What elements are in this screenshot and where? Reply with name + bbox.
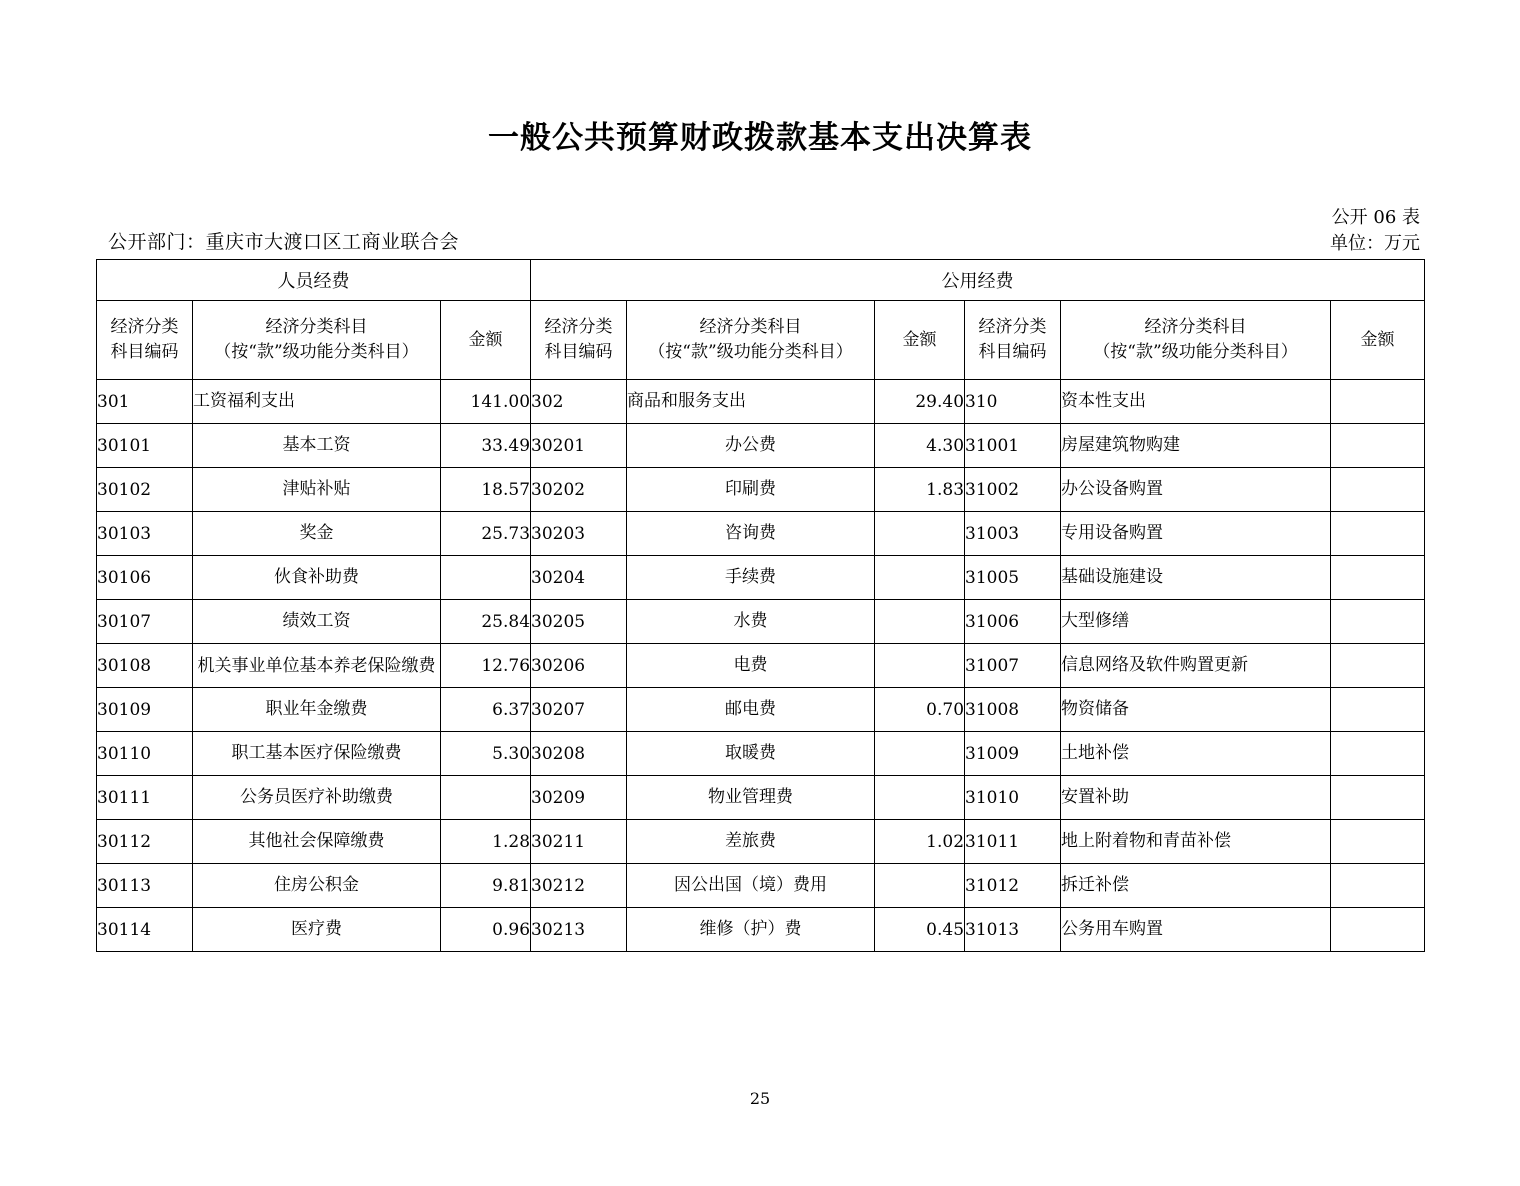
cell-personnel-name: 奖金 [193, 512, 441, 556]
table-row [97, 424, 1425, 468]
name-header-line2: （按“款”级功能分类科目） [648, 342, 853, 362]
cell-personnel-amount [441, 776, 531, 820]
cell-personnel-amount: 12.76 [441, 644, 531, 688]
cell-goods-amount: 1.83 [875, 468, 965, 512]
cell-personnel-amount: 6.37 [441, 688, 531, 732]
budget-table [96, 259, 1425, 952]
cell-goods-amount [875, 776, 965, 820]
cell-personnel-name: 基本工资 [193, 424, 441, 468]
cell-personnel-code: 30111 [97, 776, 193, 820]
cell-capital-code: 31012 [965, 864, 1061, 908]
cell-capital-amount [1331, 776, 1425, 820]
cell-capital-code: 31006 [965, 600, 1061, 644]
cell-capital-amount [1331, 468, 1425, 512]
column-header-amount-personnel: 金额 [441, 301, 531, 380]
cell-capital-code: 31005 [965, 556, 1061, 600]
cell-capital-name: 专用设备购置 [1061, 512, 1331, 556]
cell-personnel-name: 职业年金缴费 [193, 688, 441, 732]
cell-personnel-code: 30112 [97, 820, 193, 864]
cell-capital-name: 物资储备 [1061, 688, 1331, 732]
cell-capital-code: 31003 [965, 512, 1061, 556]
cell-personnel-name: 医疗费 [193, 908, 441, 952]
cell-capital-code: 31001 [965, 424, 1061, 468]
column-header-name-goods [627, 301, 875, 380]
name-header-line2: （按“款”级功能分类科目） [1093, 342, 1298, 362]
table-group-header-row [97, 260, 1425, 301]
cell-personnel-amount: 1.28 [441, 820, 531, 864]
code-header-line2: 科目编码 [544, 342, 613, 362]
cell-personnel-amount: 33.49 [441, 424, 531, 468]
cell-personnel-amount: 25.84 [441, 600, 531, 644]
cell-goods-amount: 29.40 [875, 380, 965, 424]
cell-goods-code: 30209 [531, 776, 627, 820]
department-line: 公开部门：重庆市大渡口区工商业联合会 [108, 231, 460, 253]
form-number: 公开 06 表 [1331, 207, 1420, 228]
cell-goods-amount [875, 600, 965, 644]
cell-personnel-code: 30102 [97, 468, 193, 512]
name-header-line2: （按“款”级功能分类科目） [214, 342, 419, 362]
code-header-line1: 经济分类 [978, 317, 1047, 337]
cell-personnel-amount: 18.57 [441, 468, 531, 512]
cell-goods-code: 30207 [531, 688, 627, 732]
cell-personnel-code: 30106 [97, 556, 193, 600]
name-header-line1: 经济分类科目 [265, 317, 368, 337]
cell-personnel-amount: 141.00 [441, 380, 531, 424]
column-header-code-capital [965, 301, 1061, 380]
cell-capital-name: 公务用车购置 [1061, 908, 1331, 952]
cell-capital-name: 安置补助 [1061, 776, 1331, 820]
column-header-code-personnel [97, 301, 193, 380]
cell-personnel-name: 津贴补贴 [193, 468, 441, 512]
cell-goods-name: 维修（护）费 [627, 908, 875, 952]
cell-capital-name: 资本性支出 [1061, 380, 1331, 424]
column-header-amount-goods: 金额 [875, 301, 965, 380]
cell-personnel-code: 30101 [97, 424, 193, 468]
cell-personnel-code: 30109 [97, 688, 193, 732]
cell-goods-code: 30211 [531, 820, 627, 864]
cell-personnel-code: 301 [97, 380, 193, 424]
cell-goods-amount: 0.45 [875, 908, 965, 952]
column-header-name-personnel [193, 301, 441, 380]
cell-capital-name: 信息网络及软件购置更新 [1061, 644, 1331, 688]
cell-capital-amount [1331, 556, 1425, 600]
cell-personnel-name: 工资福利支出 [193, 380, 441, 424]
cell-capital-code: 31008 [965, 688, 1061, 732]
cell-goods-name: 咨询费 [627, 512, 875, 556]
unit-note: 单位：万元 [1330, 233, 1420, 254]
page-number: 25 [749, 1089, 771, 1108]
code-header-line2: 科目编码 [978, 342, 1047, 362]
cell-goods-amount [875, 864, 965, 908]
table-row [97, 908, 1425, 952]
cell-capital-code: 31002 [965, 468, 1061, 512]
document-page [0, 112, 1520, 1186]
form-meta [1330, 205, 1420, 257]
table-row [97, 556, 1425, 600]
cell-goods-name: 物业管理费 [627, 776, 875, 820]
cell-goods-name: 取暖费 [627, 732, 875, 776]
cell-goods-amount: 0.70 [875, 688, 965, 732]
table-row [97, 732, 1425, 776]
cell-goods-code: 30212 [531, 864, 627, 908]
cell-goods-code: 30205 [531, 600, 627, 644]
cell-personnel-amount: 5.30 [441, 732, 531, 776]
cell-personnel-amount: 25.73 [441, 512, 531, 556]
cell-capital-name: 拆迁补偿 [1061, 864, 1331, 908]
cell-personnel-name: 机关事业单位基本养老保险缴费 [193, 644, 441, 688]
cell-goods-name: 办公费 [627, 424, 875, 468]
cell-goods-name: 印刷费 [627, 468, 875, 512]
cell-goods-code: 30213 [531, 908, 627, 952]
cell-personnel-code: 30107 [97, 600, 193, 644]
cell-goods-amount [875, 644, 965, 688]
cell-capital-amount [1331, 688, 1425, 732]
cell-goods-amount: 1.02 [875, 820, 965, 864]
cell-personnel-name: 职工基本医疗保险缴费 [193, 732, 441, 776]
cell-goods-code: 30206 [531, 644, 627, 688]
cell-personnel-code: 30114 [97, 908, 193, 952]
cell-capital-code: 31011 [965, 820, 1061, 864]
cell-capital-name: 土地补偿 [1061, 732, 1331, 776]
code-header-line1: 经济分类 [110, 317, 179, 337]
code-header-line2: 科目编码 [110, 342, 179, 362]
cell-personnel-code: 30110 [97, 732, 193, 776]
cell-goods-code: 30202 [531, 468, 627, 512]
cell-goods-name: 商品和服务支出 [627, 380, 875, 424]
cell-personnel-amount: 9.81 [441, 864, 531, 908]
cell-goods-code: 30203 [531, 512, 627, 556]
table-row [97, 688, 1425, 732]
cell-personnel-name: 绩效工资 [193, 600, 441, 644]
cell-personnel-code: 30113 [97, 864, 193, 908]
cell-capital-name: 大型修缮 [1061, 600, 1331, 644]
group-header-personnel: 人员经费 [97, 260, 531, 301]
cell-capital-name: 房屋建筑物购建 [1061, 424, 1331, 468]
cell-goods-name: 差旅费 [627, 820, 875, 864]
name-header-line1: 经济分类科目 [1144, 317, 1247, 337]
cell-personnel-name: 伙食补助费 [193, 556, 441, 600]
cell-capital-amount [1331, 732, 1425, 776]
cell-goods-amount [875, 512, 965, 556]
page-title: 一般公共预算财政拨款基本支出决算表 [488, 120, 1032, 156]
cell-capital-amount [1331, 864, 1425, 908]
column-header-code-goods [531, 301, 627, 380]
cell-capital-amount [1331, 424, 1425, 468]
cell-goods-name: 电费 [627, 644, 875, 688]
cell-capital-amount [1331, 644, 1425, 688]
cell-goods-amount [875, 556, 965, 600]
table-row [97, 644, 1425, 688]
cell-capital-code: 31007 [965, 644, 1061, 688]
cell-capital-code: 31013 [965, 908, 1061, 952]
cell-goods-name: 邮电费 [627, 688, 875, 732]
cell-capital-amount [1331, 380, 1425, 424]
cell-goods-amount [875, 732, 965, 776]
cell-goods-name: 水费 [627, 600, 875, 644]
cell-capital-code: 310 [965, 380, 1061, 424]
cell-goods-name: 手续费 [627, 556, 875, 600]
name-header-line1: 经济分类科目 [699, 317, 802, 337]
column-header-amount-capital: 金额 [1331, 301, 1425, 380]
table-row [97, 864, 1425, 908]
code-header-line1: 经济分类 [544, 317, 613, 337]
table-row [97, 380, 1425, 424]
table-row [97, 776, 1425, 820]
cell-goods-code: 30204 [531, 556, 627, 600]
table-row [97, 512, 1425, 556]
cell-capital-amount [1331, 512, 1425, 556]
cell-goods-code: 30208 [531, 732, 627, 776]
cell-capital-amount [1331, 820, 1425, 864]
table-row [97, 820, 1425, 864]
cell-personnel-amount: 0.96 [441, 908, 531, 952]
cell-personnel-amount [441, 556, 531, 600]
cell-capital-name: 地上附着物和青苗补偿 [1061, 820, 1331, 864]
table-row [97, 468, 1425, 512]
cell-goods-code: 30201 [531, 424, 627, 468]
table-row [97, 600, 1425, 644]
cell-capital-code: 31009 [965, 732, 1061, 776]
cell-capital-code: 31010 [965, 776, 1061, 820]
cell-personnel-name: 公务员医疗补助缴费 [193, 776, 441, 820]
cell-goods-code: 302 [531, 380, 627, 424]
table-body [97, 380, 1425, 952]
document-meta [96, 205, 1424, 253]
cell-personnel-code: 30103 [97, 512, 193, 556]
cell-personnel-name: 住房公积金 [193, 864, 441, 908]
table-column-header-row [97, 301, 1425, 380]
cell-personnel-name: 其他社会保障缴费 [193, 820, 441, 864]
cell-goods-name: 因公出国（境）费用 [627, 864, 875, 908]
group-header-public: 公用经费 [531, 260, 1425, 301]
cell-capital-amount [1331, 600, 1425, 644]
column-header-name-capital [1061, 301, 1331, 380]
cell-goods-amount: 4.30 [875, 424, 965, 468]
cell-capital-name: 办公设备购置 [1061, 468, 1331, 512]
cell-personnel-code: 30108 [97, 644, 193, 688]
cell-capital-name: 基础设施建设 [1061, 556, 1331, 600]
cell-capital-amount [1331, 908, 1425, 952]
